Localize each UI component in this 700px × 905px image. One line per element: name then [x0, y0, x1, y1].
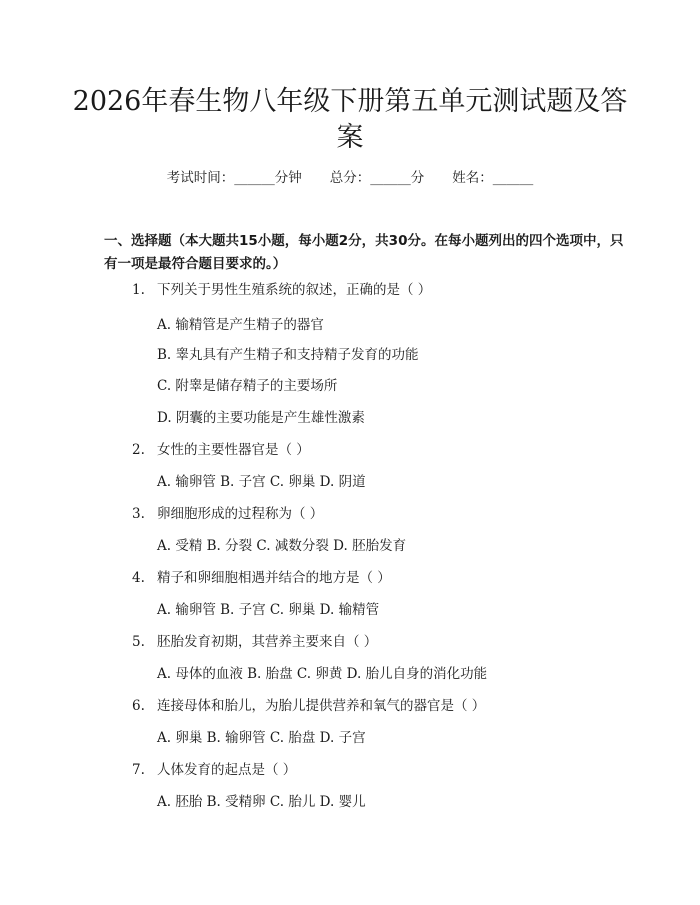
question-text: 胚胎发育初期，其营养主要来自（ ） [157, 634, 378, 650]
question-text: 卵细胞形成的过程称为（ ） [157, 506, 324, 522]
time-blank: ______ [234, 170, 275, 186]
question-text: 人体发育的起点是（ ） [157, 762, 297, 778]
question-number: 4. [132, 570, 145, 586]
question-text: 下列关于男性生殖系统的叙述，正确的是（ ） [157, 282, 432, 298]
score-blank: ______ [370, 170, 411, 186]
option-a: A. 输精管是产生精子的器官 [157, 317, 324, 333]
section-heading-choice: 一、选择题（本大题共15小题，每小题2分，共30分。在每小题列出的四个选项中，只有一项是最符合题目要求的。） [104, 233, 624, 272]
options-line: A. 输卵管 B. 子宫 C. 卵巢 D. 输精管 [157, 602, 380, 618]
name-label: 姓名： [452, 170, 493, 186]
name-blank: ______ [492, 170, 534, 186]
options-line: A. 输卵管 B. 子宫 C. 卵巢 D. 阴道 [157, 474, 366, 490]
exam-meta-line [0, 169, 700, 187]
question-text: 女性的主要性器官是（ ） [157, 442, 310, 458]
time-unit: 分钟 [274, 170, 302, 186]
question-text: 精子和卵细胞相遇并结合的地方是（ ） [157, 570, 391, 586]
question-number: 6. [132, 698, 145, 714]
options-line: A. 受精 B. 分裂 C. 减数分裂 D. 胚胎发育 [157, 538, 407, 554]
question-number: 7. [132, 762, 145, 778]
option-d: D. 阴囊的主要功能是产生雄性激素 [157, 410, 365, 426]
question-number: 2. [132, 442, 145, 458]
option-b: B. 睾丸具有产生精子和支持精子发育的功能 [157, 347, 419, 363]
option-c: C. 附睾是储存精子的主要场所 [157, 378, 338, 394]
score-label: 总分： [329, 170, 371, 186]
time-label: 考试时间： [166, 170, 235, 186]
score-unit: 分 [410, 170, 425, 186]
question-text: 连接母体和胎儿，为胎儿提供营养和氧气的器官是（ ） [157, 698, 486, 714]
question-number: 5. [132, 634, 145, 650]
question-number: 1. [132, 282, 145, 298]
options-line: A. 母体的血液 B. 胎盘 C. 卵黄 D. 胎儿自身的消化功能 [157, 666, 488, 682]
options-line: A. 胚胎 B. 受精卵 C. 胎儿 D. 婴儿 [157, 794, 366, 810]
exam-title: 2026年春生物八年级下册第五单元测试题及答案 [72, 86, 628, 153]
options-line: A. 卵巢 B. 输卵管 C. 胎盘 D. 子宫 [157, 730, 366, 746]
question-number: 3. [132, 506, 145, 522]
